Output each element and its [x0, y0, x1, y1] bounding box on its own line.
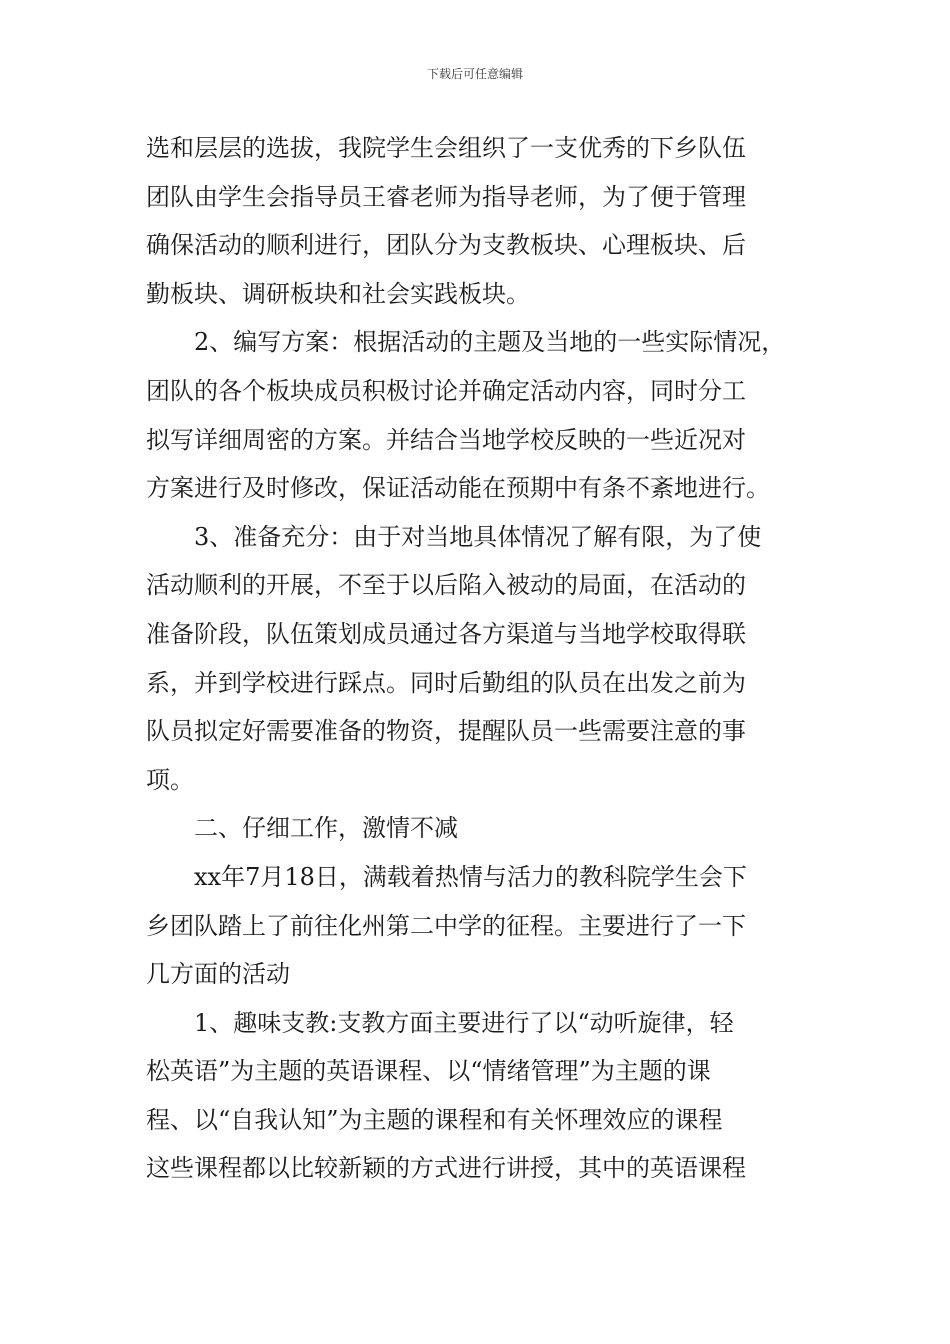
page-header: 下载后可任意编辑: [426, 67, 523, 81]
text-line: 团队由学生会指导员王睿老师为指导老师，为了便于管理: [146, 182, 746, 211]
text-line: 乡团队踏上了前往化州第二中学的征程。主要进行了一下: [146, 911, 746, 940]
text-line: 几方面的活动: [146, 960, 290, 989]
text-line: 团队的各个板块成员积极讨论并确定活动内容，同时分工: [146, 376, 746, 405]
text-line: 拟写详细周密的方案。并结合当地学校反映的一些近况对: [146, 425, 746, 454]
section-heading: 二、仔细工作，激情不减: [146, 814, 458, 843]
text-line: 队员拟定好需要准备的物资，提醒队员一些需要注意的事: [146, 717, 746, 746]
text-line: 3、准备充分：由于对当地具体情况了解有限，为了使: [146, 522, 762, 551]
text-line: 活动顺利的开展，不至于以后陷入被动的局面，在活动的: [146, 571, 746, 600]
text-line: 方案进行及时修改，保证活动能在预期中有条不紊地进行。: [146, 474, 770, 503]
text-line: 松英语”为主题的英语课程、以“情绪管理”为主题的课: [146, 1057, 711, 1086]
text-line: 确保活动的顺利进行，团队分为支教板块、心理板块、后: [146, 231, 746, 260]
text-line: 系，并到学校进行踩点。同时后勤组的队员在出发之前为: [146, 668, 746, 697]
text-line: 勤板块、调研板块和社会实践板块。: [146, 279, 530, 308]
text-line: 选和层层的选拔，我院学生会组织了一支优秀的下乡队伍: [146, 134, 746, 162]
text-line: 准备阶段，队伍策划成员通过各方渠道与当地学校取得联: [146, 619, 746, 648]
text-line: xx年7月18日，满载着热情与活力的教科院学生会下: [146, 862, 747, 891]
document-body: [146, 124, 810, 1193]
text-line: 程、以“自我认知”为主题的课程和有关怀理效应的课程: [146, 1105, 723, 1134]
text-line: 项。: [146, 765, 194, 794]
text-line: 2、编写方案：根据活动的主题及当地的一些实际情况，: [146, 328, 786, 357]
text-line: 1、趣味支教:支教方面主要进行了以“动听旋律，轻: [146, 1008, 734, 1037]
text-line: 这些课程都以比较新颖的方式进行讲授，其中的英语课程: [146, 1154, 746, 1183]
